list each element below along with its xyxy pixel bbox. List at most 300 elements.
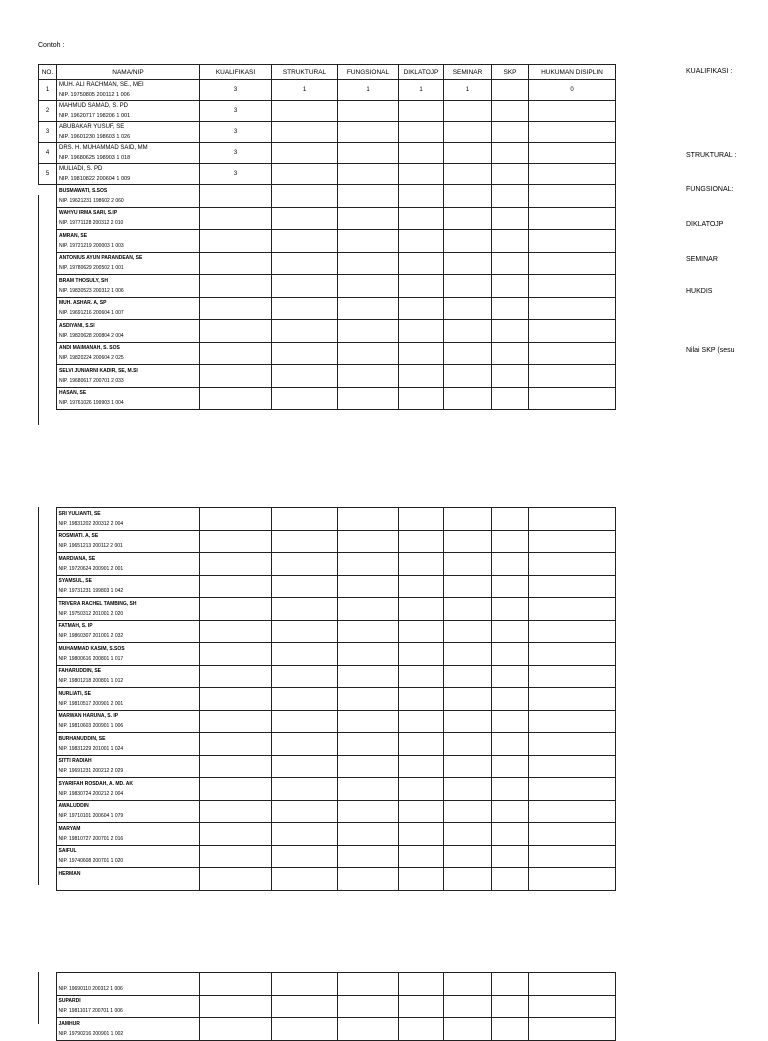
table-row (38, 800, 615, 823)
struktural-cell (271, 575, 337, 598)
hukuman-cell (528, 508, 615, 531)
fungsional-cell (337, 1018, 398, 1041)
employee-name: HASAN, SE (59, 390, 87, 397)
employee-nip: NIP. 19820628 200804 2 004 (59, 332, 124, 339)
kualifikasi-cell (199, 553, 271, 576)
table-row (39, 207, 616, 230)
seminar-cell (444, 101, 492, 122)
table-row (39, 365, 616, 388)
employee-name: MARDIANA, SE (58, 555, 96, 562)
side-label-struktural: STRUKTURAL : (686, 152, 737, 159)
name-nip-cell (57, 143, 200, 164)
diklat-cell (398, 665, 443, 688)
diklat-cell (398, 755, 443, 778)
left-margin-line-2 (38, 507, 39, 885)
struktural-cell (272, 320, 338, 343)
row-number-empty (39, 230, 57, 253)
kualifikasi-cell (199, 688, 271, 711)
col-kualifikasi-header: KUALIFIKASI (200, 65, 272, 80)
row-number-empty (38, 995, 56, 1018)
seminar-cell (443, 620, 491, 643)
employee-name: BUSMAWATI, S.SOS (59, 187, 108, 194)
kualifikasi-cell (199, 1018, 271, 1041)
row-number-empty (39, 342, 57, 365)
diklat-cell (399, 230, 444, 253)
fungsional-cell (338, 207, 399, 230)
side-label-fungsional: FUNGSIONAL: (686, 186, 734, 193)
seminar-cell (444, 230, 492, 253)
name-nip-cell (57, 164, 200, 185)
skp-cell (492, 185, 529, 208)
fungsional-cell (337, 800, 398, 823)
kualifikasi-cell (200, 275, 272, 298)
struktural-cell (271, 733, 337, 756)
skp-cell (491, 823, 528, 846)
struktural-cell (272, 122, 338, 143)
seminar-cell (443, 800, 491, 823)
hukuman-cell (528, 800, 615, 823)
seminar-cell (444, 387, 492, 410)
skp-cell (492, 275, 529, 298)
row-number-empty (38, 598, 56, 621)
diklat-cell (398, 710, 443, 733)
hukuman-cell (528, 973, 615, 996)
skp-cell (491, 710, 528, 733)
struktural-cell (272, 143, 338, 164)
skp-cell (491, 643, 528, 666)
employee-nip: NIP. 19710101 200604 1 079 (58, 813, 124, 820)
seminar-cell (443, 665, 491, 688)
diklat-cell (398, 620, 443, 643)
fungsional-cell (337, 778, 398, 801)
skp-cell (491, 800, 528, 823)
table-row (38, 823, 615, 846)
assessment-table-continued-2 (38, 972, 616, 1041)
row-number-empty (38, 868, 56, 891)
hukuman-cell (529, 207, 616, 230)
employee-nip: NIP. 19790216 200901 1 002 (58, 1030, 124, 1037)
hukuman-cell (528, 598, 615, 621)
employee-name: ANTONIUS AYUN PARANDEAN, SE (59, 255, 143, 262)
employee-nip: NIP. 19800616 200801 1 017 (58, 655, 124, 662)
employee-nip: NIP. 19651213 200112 2 001 (58, 543, 123, 550)
diklat-cell (399, 342, 444, 365)
kualifikasi-cell (199, 845, 271, 868)
row-number-empty (38, 733, 56, 756)
seminar-cell (443, 1018, 491, 1041)
hukuman-cell (529, 101, 616, 122)
kualifikasi-cell (199, 710, 271, 733)
hukuman-cell (529, 387, 616, 410)
struktural-cell (272, 252, 338, 275)
name-nip-cell (56, 995, 199, 1018)
employee-name: ROSMIATI. A, SE (58, 533, 99, 540)
hukuman-cell (528, 845, 615, 868)
row-number-empty (38, 665, 56, 688)
name-nip-cell (57, 342, 200, 365)
struktural-cell (271, 688, 337, 711)
employee-nip: NIP. 19620717 198206 1 001 (59, 113, 131, 119)
fungsional-cell (338, 320, 399, 343)
diklat-cell (398, 530, 443, 553)
kualifikasi-cell (199, 800, 271, 823)
employee-name: ANDI MAIMANAH, S. SOS (59, 345, 120, 352)
name-nip-cell (56, 598, 199, 621)
fungsional-cell (337, 755, 398, 778)
employee-name: BURHANUDDIN, SE (58, 735, 106, 742)
seminar-cell (443, 710, 491, 733)
fungsional-cell (337, 598, 398, 621)
skp-cell (491, 530, 528, 553)
employee-nip: NIP. 19860307 201001 2 032 (58, 633, 124, 640)
name-nip-cell (56, 553, 199, 576)
kualifikasi-cell (199, 778, 271, 801)
name-nip-cell (56, 733, 199, 756)
diklat-cell (398, 598, 443, 621)
fungsional-cell (338, 101, 399, 122)
assessment-table-continued (38, 507, 616, 891)
diklat-cell (398, 643, 443, 666)
col-no-header: NO. (39, 65, 57, 80)
employee-nip: NIP. 19750312 201001 2 020 (58, 610, 124, 617)
skp-cell (492, 80, 529, 101)
seminar-cell (443, 995, 491, 1018)
employee-name: MUH. ALI RACHMAN, SE., MEI (59, 82, 144, 88)
employee-nip: NIP. 19810727 200701 2 016 (58, 835, 124, 842)
name-nip-cell (57, 297, 200, 320)
table-row (39, 164, 616, 185)
employee-name: NURLIATI, SE (58, 690, 91, 697)
kualifikasi-cell (199, 995, 271, 1018)
row-number-empty (39, 185, 57, 208)
name-nip-cell (57, 252, 200, 275)
struktural-cell (272, 342, 338, 365)
hukuman-cell (529, 365, 616, 388)
fungsional-cell (337, 973, 398, 996)
table-row (39, 101, 616, 122)
kualifikasi-cell: 3 (200, 164, 272, 185)
kualifikasi-cell (199, 733, 271, 756)
name-nip-cell (56, 778, 199, 801)
employee-name: TRIVERA RACHEL TAMBING, SH (58, 600, 137, 607)
table-block-1 (38, 64, 615, 410)
employee-name: DRS. H. MUHAMMAD SAID, MM (59, 145, 148, 151)
seminar-cell (443, 845, 491, 868)
seminar-cell (444, 320, 492, 343)
skp-cell (492, 101, 529, 122)
side-label-diklat: DIKLATOJP (686, 221, 724, 228)
side-label-seminar: SEMINAR (686, 256, 718, 263)
fungsional-cell (338, 230, 399, 253)
row-number: 4 (39, 143, 57, 164)
fungsional-cell (337, 620, 398, 643)
name-nip-cell (56, 688, 199, 711)
employee-nip: NIP. 19810603 200901 1 006 (58, 723, 124, 730)
fungsional-cell: 1 (338, 80, 399, 101)
table-row (38, 710, 615, 733)
row-number-empty (38, 643, 56, 666)
kualifikasi-cell (199, 973, 271, 996)
employee-name: SAIFUL (58, 848, 77, 855)
employee-nip: NIP. 19691231 200212 2 029 (58, 768, 124, 775)
skp-cell (491, 973, 528, 996)
struktural-cell (271, 530, 337, 553)
employee-nip: NIP. 19810517 200901 2 001 (58, 700, 124, 707)
table-row (39, 185, 616, 208)
seminar-cell (444, 122, 492, 143)
name-nip-cell (57, 80, 200, 101)
fungsional-cell (337, 688, 398, 711)
kualifikasi-cell (199, 575, 271, 598)
seminar-cell (443, 643, 491, 666)
hukuman-cell (528, 823, 615, 846)
seminar-cell (444, 252, 492, 275)
side-label-nilai-skp: Nilai SKP (sesu (686, 347, 735, 354)
name-nip-cell (57, 365, 200, 388)
name-nip-cell (57, 122, 200, 143)
fungsional-cell (337, 530, 398, 553)
employee-nip: NIP. 19691216 200604 1 007 (59, 310, 124, 317)
col-hukuman-header: HUKUMAN DISIPLIN (529, 65, 616, 80)
kualifikasi-cell (200, 230, 272, 253)
row-number: 3 (39, 122, 57, 143)
struktural-cell (271, 778, 337, 801)
kualifikasi-cell (199, 868, 271, 891)
fungsional-cell (338, 297, 399, 320)
hukuman-cell (528, 620, 615, 643)
hukuman-cell (529, 275, 616, 298)
seminar-cell (443, 755, 491, 778)
hukuman-cell (529, 342, 616, 365)
row-number-empty (38, 688, 56, 711)
fungsional-cell (337, 665, 398, 688)
row-number-empty (39, 275, 57, 298)
hukuman-cell (529, 143, 616, 164)
fungsional-cell (337, 553, 398, 576)
table-row (39, 143, 616, 164)
hukuman-cell (528, 778, 615, 801)
employee-name: ABUBAKAR YUSUF, SE (59, 124, 125, 130)
skp-cell (492, 252, 529, 275)
employee-name: SYAMSUL, SE (58, 578, 92, 585)
employee-name: BRAM THOSULY, SH (59, 277, 108, 284)
struktural-cell (271, 553, 337, 576)
employee-name: FAHARUDDIN, SE (58, 668, 102, 675)
employee-nip: NIP. 19831229 201001 1 024 (58, 745, 124, 752)
left-margin-line-3 (38, 972, 39, 1024)
table-row (38, 530, 615, 553)
hukuman-cell (528, 755, 615, 778)
hukuman-cell (529, 252, 616, 275)
employee-name: MAHMUD SAMAD, S. PD (59, 103, 129, 109)
diklat-cell (398, 733, 443, 756)
skp-cell (491, 995, 528, 1018)
col-seminar-header: SEMINAR (444, 65, 492, 80)
diklat-cell (398, 800, 443, 823)
row-number-empty (38, 575, 56, 598)
struktural-cell (272, 297, 338, 320)
row-number-empty (38, 1018, 56, 1041)
employee-nip: NIP. 19680625 198903 1 018 (59, 155, 131, 161)
employee-nip: NIP. 19621231 198602 2 060 (59, 197, 124, 204)
diklat-cell (399, 143, 444, 164)
kualifikasi-cell (200, 297, 272, 320)
struktural-cell (271, 845, 337, 868)
employee-name: AMRAN, SE (59, 232, 88, 239)
table-row (38, 598, 615, 621)
employee-name (57, 974, 199, 984)
skp-cell (492, 387, 529, 410)
name-nip-cell (57, 275, 200, 298)
skp-cell (492, 230, 529, 253)
fungsional-cell (337, 823, 398, 846)
fungsional-cell (337, 995, 398, 1018)
name-nip-cell (56, 868, 199, 891)
name-nip-cell (57, 101, 200, 122)
fungsional-cell (337, 868, 398, 891)
row-number-empty (38, 973, 56, 996)
diklat-cell (399, 207, 444, 230)
table-row (39, 320, 616, 343)
seminar-cell (444, 185, 492, 208)
kualifikasi-cell (200, 185, 272, 208)
struktural-cell (272, 101, 338, 122)
name-nip-cell (57, 230, 200, 253)
row-number: 1 (39, 80, 57, 101)
struktural-cell (271, 973, 337, 996)
diklat-cell (399, 275, 444, 298)
employee-nip: NIP. 19740608 200701 1 020 (58, 858, 124, 865)
hukuman-cell (528, 710, 615, 733)
diklat-cell (398, 575, 443, 598)
seminar-cell (444, 297, 492, 320)
fungsional-cell (337, 575, 398, 598)
row-number-empty (39, 297, 57, 320)
fungsional-cell (337, 845, 398, 868)
diklat-cell (399, 101, 444, 122)
fungsional-cell (338, 185, 399, 208)
seminar-cell (443, 530, 491, 553)
table-row (38, 620, 615, 643)
row-number-empty (38, 755, 56, 778)
row-number-empty (38, 845, 56, 868)
row-number-empty (38, 530, 56, 553)
seminar-cell (443, 733, 491, 756)
table-row (38, 778, 615, 801)
struktural-cell (272, 275, 338, 298)
skp-cell (491, 688, 528, 711)
row-number-empty (39, 387, 57, 410)
table-row (39, 297, 616, 320)
employee-nip: NIP. 19780629 200502 1 001 (59, 265, 124, 272)
employee-nip: NIP. 19820224 200604 2 025 (59, 355, 124, 362)
employee-nip: NIP. 19801218 200801 1 012 (58, 678, 124, 685)
skp-cell (491, 733, 528, 756)
row-number-empty (39, 207, 57, 230)
hukuman-cell (528, 553, 615, 576)
fungsional-cell (338, 143, 399, 164)
seminar-cell (443, 598, 491, 621)
table-row (39, 230, 616, 253)
skp-cell (492, 320, 529, 343)
employee-name: SELVI JUNIARNI KADIR, SE, M.SI (59, 367, 138, 374)
seminar-cell (444, 164, 492, 185)
diklat-cell (399, 365, 444, 388)
name-nip-cell (56, 665, 199, 688)
skp-cell (491, 553, 528, 576)
fungsional-cell (338, 275, 399, 298)
employee-name: HERMAN (58, 870, 81, 877)
table-row (38, 575, 615, 598)
employee-nip (57, 879, 199, 889)
struktural-cell (271, 620, 337, 643)
employee-name: SUPARDI (58, 998, 81, 1005)
name-nip-cell (56, 530, 199, 553)
name-nip-cell (56, 845, 199, 868)
skp-cell (491, 868, 528, 891)
seminar-cell (444, 207, 492, 230)
row-number-empty (38, 823, 56, 846)
struktural-cell (271, 598, 337, 621)
name-nip-cell (56, 800, 199, 823)
table-row (38, 643, 615, 666)
hukuman-cell (528, 733, 615, 756)
name-nip-cell (56, 643, 199, 666)
employee-name: ASDIYANI, S.SI (59, 322, 95, 329)
fungsional-cell (338, 164, 399, 185)
table-row (38, 1018, 615, 1041)
col-name-header: NAMA/NIP (57, 65, 200, 80)
seminar-cell: 1 (444, 80, 492, 101)
kualifikasi-cell (199, 665, 271, 688)
seminar-cell (444, 342, 492, 365)
table-block-3 (38, 972, 615, 1041)
skp-cell (491, 778, 528, 801)
struktural-cell (272, 207, 338, 230)
skp-cell (492, 297, 529, 320)
seminar-cell (443, 973, 491, 996)
hukuman-cell (528, 688, 615, 711)
diklat-cell (398, 688, 443, 711)
hukuman-cell: 0 (529, 80, 616, 101)
employee-name: MULIADI, S. PD (59, 166, 103, 172)
kualifikasi-cell (199, 620, 271, 643)
struktural-cell (271, 995, 337, 1018)
hukuman-cell (528, 643, 615, 666)
table-row (38, 665, 615, 688)
diklat-cell (399, 387, 444, 410)
table-row (39, 122, 616, 143)
diklat-cell (398, 553, 443, 576)
kualifikasi-cell (199, 508, 271, 531)
col-fungsional-header: FUNGSIONAL (338, 65, 399, 80)
seminar-cell (444, 365, 492, 388)
row-number: 2 (39, 101, 57, 122)
employee-name: WAHYU IRMA SARI, S.IP (59, 210, 118, 217)
kualifikasi-cell (199, 755, 271, 778)
kualifikasi-cell (200, 252, 272, 275)
table-row (38, 973, 615, 996)
col-struktural-header: STRUKTURAL (272, 65, 338, 80)
struktural-cell (271, 665, 337, 688)
employee-nip: NIP. 19810822 200604 1 009 (59, 176, 131, 182)
name-nip-cell (56, 755, 199, 778)
name-nip-cell (56, 508, 199, 531)
hukuman-cell (529, 164, 616, 185)
kualifikasi-cell (199, 643, 271, 666)
employee-nip: NIP. 19690110 200312 1 006 (58, 985, 123, 992)
fungsional-cell (338, 365, 399, 388)
